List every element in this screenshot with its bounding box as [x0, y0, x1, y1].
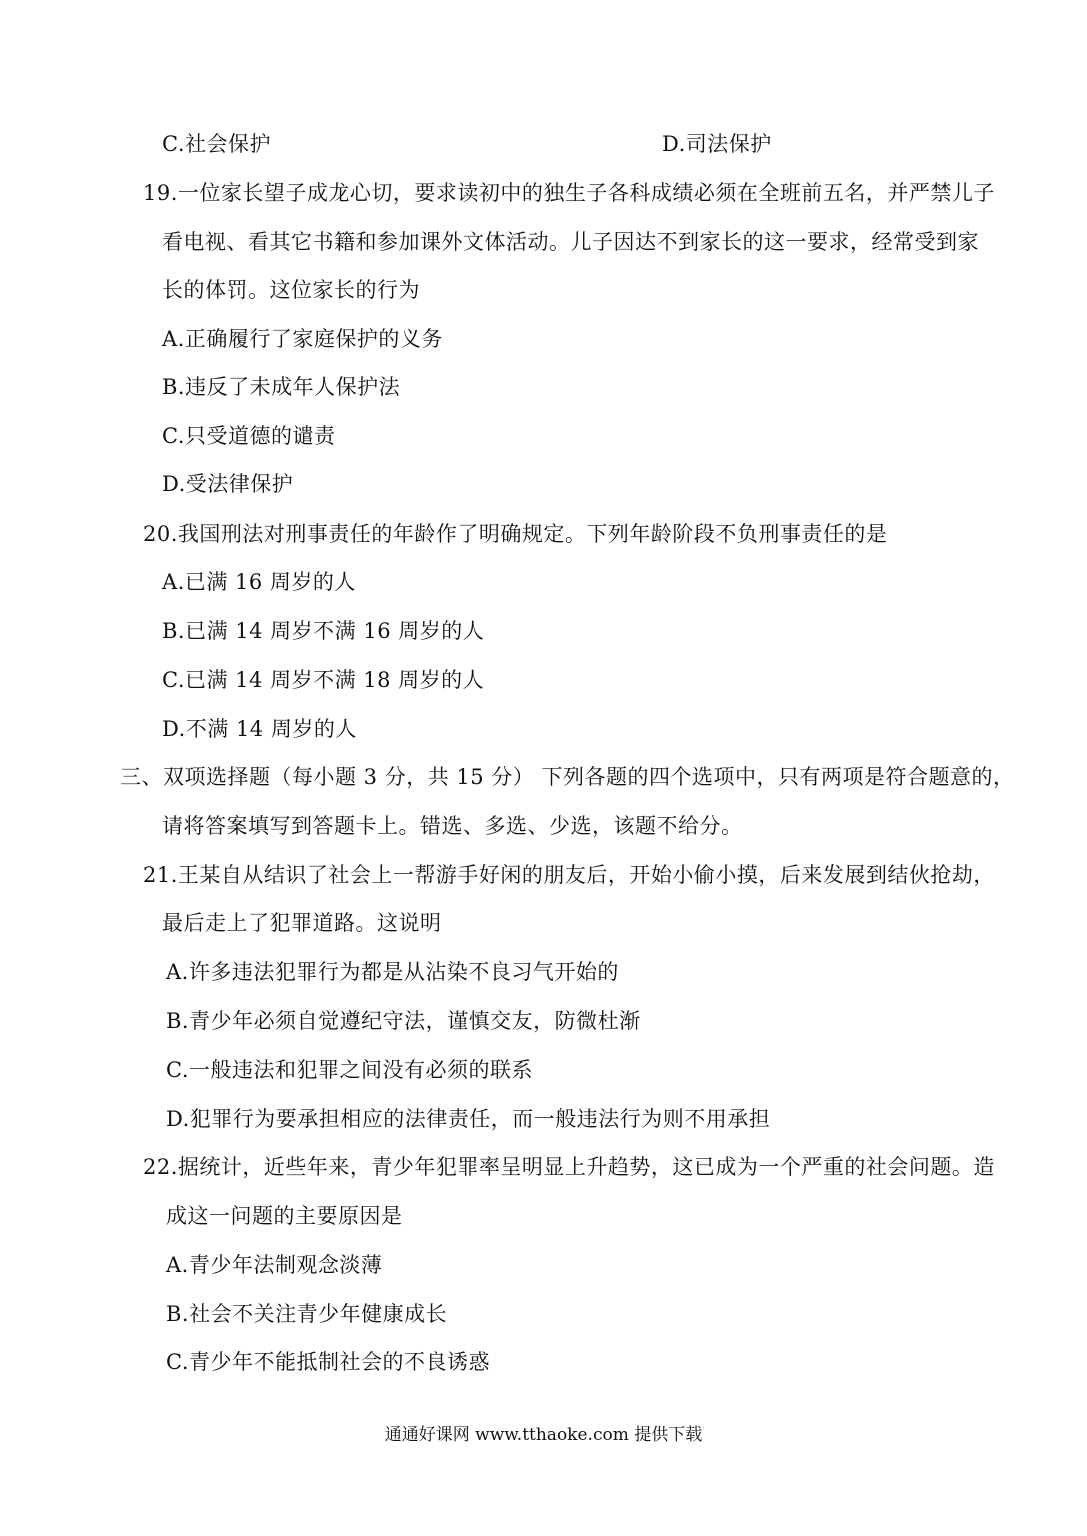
section-3-heading-line-2: 请将答案填写到答题卡上。错选、多选、少选，该题不给分。: [162, 814, 743, 838]
page-footer: 通通好课网 www.tthaoke.com 提供下载: [384, 1425, 703, 1445]
q19-stem-line-1: 19.一位家长望子成龙心切，要求读初中的独生子各科成绩必须在全班前五名，并严禁儿子: [143, 181, 995, 205]
section-3-heading-line-1: 三、双项选择题（每小题 3 分，共 15 分） 下列各题的四个选项中，只有两项是符合题意的，: [120, 765, 1015, 789]
q22-option-a: A.青少年法制观念淡薄: [166, 1253, 383, 1277]
q19-option-d: D.受法律保护: [162, 472, 294, 496]
q19-option-c: C.只受道德的谴责: [162, 424, 336, 448]
q20-option-d: D.不满 14 周岁的人: [162, 717, 357, 741]
q21-option-a: A.许多违法犯罪行为都是从沾染不良习气开始的: [166, 960, 619, 984]
q21-stem-line-1: 21.王某自从结识了社会上一帮游手好闲的朋友后，开始小偷小摸，后来发展到结伙抢劫，: [143, 863, 995, 887]
q20-option-b: B.已满 14 周岁不满 16 周岁的人: [162, 619, 485, 643]
q22-stem-line-1: 22.据统计，近些年来，青少年犯罪率呈明显上升趋势，这已成为一个严重的社会问题。造: [143, 1155, 995, 1179]
q20-option-c: C.已满 14 周岁不满 18 周岁的人: [162, 668, 485, 692]
q18-option-c: C.社会保护: [162, 132, 271, 156]
q19-stem-line-2: 看电视、看其它书籍和参加课外文体活动。儿子因达不到家长的这一要求，经常受到家: [162, 230, 979, 254]
q22-stem-line-2: 成这一问题的主要原因是: [166, 1204, 403, 1228]
q22-option-c: C.青少年不能抵制社会的不良诱惑: [166, 1350, 490, 1374]
q19-stem-line-3: 长的体罚。这位家长的行为: [162, 278, 420, 302]
q20-stem: 20.我国刑法对刑事责任的年龄作了明确规定。下列年龄阶段不负刑事责任的是: [143, 522, 888, 546]
q19-option-a: A.正确履行了家庭保护的义务: [162, 327, 443, 351]
q20-option-a: A.已满 16 周岁的人: [162, 570, 356, 594]
q19-option-b: B.违反了未成年人保护法: [162, 375, 401, 399]
q21-option-c: C.一般违法和犯罪之间没有必须的联系: [166, 1058, 533, 1082]
q21-option-d: D.犯罪行为要承担相应的法律责任，而一般违法行为则不用承担: [166, 1107, 771, 1131]
q21-option-b: B.青少年必须自觉遵纪守法，谨慎交友，防微杜渐: [166, 1009, 641, 1033]
q18-option-d: D.司法保护: [662, 132, 772, 156]
q22-option-b: B.社会不关注青少年健康成长: [166, 1302, 448, 1326]
q21-stem-line-2: 最后走上了犯罪道路。这说明: [162, 911, 442, 935]
